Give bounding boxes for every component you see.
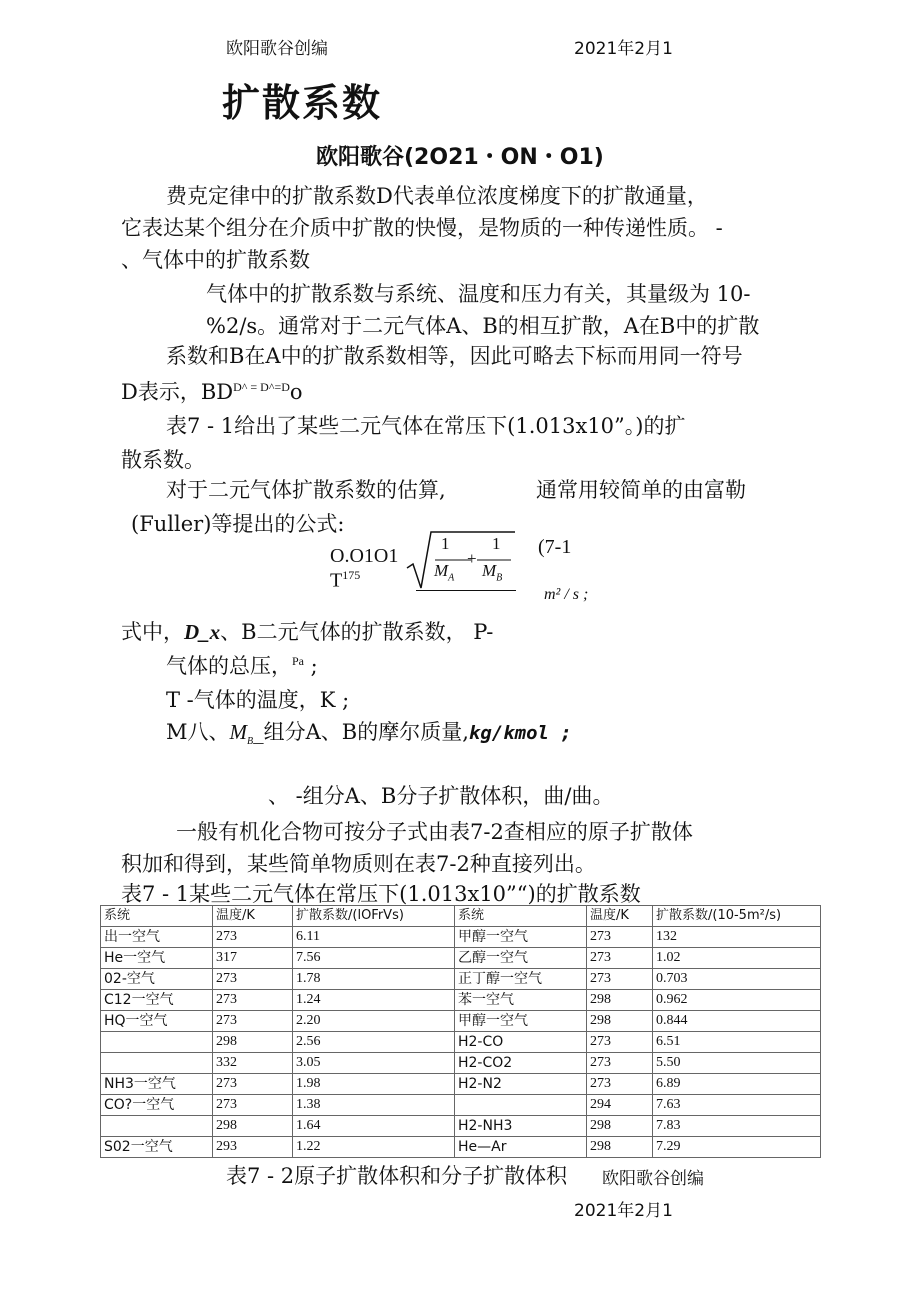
column-header: 温度/K xyxy=(213,906,293,927)
page-title: 扩散系数 xyxy=(222,81,383,125)
table-cell: 2.20 xyxy=(293,1011,455,1032)
table-cell xyxy=(101,1116,213,1137)
table-cell: 出一空气 xyxy=(101,927,213,948)
definition-line: 、 -组分A、B分子扩散体积，曲/曲。 xyxy=(268,784,614,808)
column-header: 系统 xyxy=(455,906,587,927)
table-cell: 1.78 xyxy=(293,969,455,990)
paragraph-line xyxy=(121,376,303,406)
text-run: 气体的总压， xyxy=(166,654,292,678)
table-row xyxy=(101,990,821,1011)
table-caption: 表7 - 1某些二元气体在常压下(1.013x10”“)的扩散系数 xyxy=(121,882,641,906)
table-cell: 132 xyxy=(653,927,821,948)
text-run: 式中， xyxy=(121,620,184,644)
table-cell: 2.56 xyxy=(293,1032,455,1053)
table-cell: 332 xyxy=(213,1053,293,1074)
table-row xyxy=(101,1074,821,1095)
table-cell: S02一空气 xyxy=(101,1137,213,1158)
table-cell: 298 xyxy=(587,990,653,1011)
formula-unit: m² / s ; xyxy=(544,586,589,603)
section-heading: 、气体中的扩散系数 xyxy=(121,248,310,272)
paragraph-line: 通常用较简单的由富勒 xyxy=(536,478,746,502)
table-header-row xyxy=(101,906,821,927)
paragraph-line: 气体中的扩散系数与系统、温度和压力有关，其量级为 10- xyxy=(206,282,751,306)
paragraph-line: (Fuller)等提出的公式: xyxy=(131,512,345,536)
table-cell xyxy=(101,1053,213,1074)
table-cell: 苯一空气 xyxy=(455,990,587,1011)
table-row xyxy=(101,1011,821,1032)
table-row xyxy=(101,1032,821,1053)
paragraph-line: 对于二元气体扩散系数的估算, xyxy=(166,478,446,502)
header-date: 2021年2月1 xyxy=(574,39,673,59)
symbol: M xyxy=(229,720,248,744)
table-cell: 甲醇一空气 xyxy=(455,1011,587,1032)
table-cell: 7.56 xyxy=(293,948,455,969)
table-row xyxy=(101,1137,821,1158)
table-cell: 273 xyxy=(587,1053,653,1074)
paragraph-line: %2/s。通常对于二元气体A、B的相互扩散，A在B中的扩散 xyxy=(206,314,760,338)
table-cell: He—Ar xyxy=(455,1137,587,1158)
table-row xyxy=(101,948,821,969)
column-header: 系统 xyxy=(101,906,213,927)
table-cell: 1.98 xyxy=(293,1074,455,1095)
formula-denominator-1 xyxy=(434,561,454,583)
table-cell: C12一空气 xyxy=(101,990,213,1011)
text-run: 、B二元气体的扩散系数， P- xyxy=(220,620,494,644)
table-cell: 273 xyxy=(213,1074,293,1095)
formula-fraction-bar xyxy=(416,590,516,591)
paragraph-line: 散系数。 xyxy=(121,448,205,472)
table-cell: 乙醇一空气 xyxy=(455,948,587,969)
formula-numerator-1: 1 xyxy=(441,534,450,553)
definition-line: T -气体的温度，K ; xyxy=(166,688,350,712)
table-cell: He一空气 xyxy=(101,948,213,969)
table-cell: 273 xyxy=(587,948,653,969)
text-run: M xyxy=(482,561,497,580)
definition-line xyxy=(166,650,318,680)
table-cell: 正丁醇一空气 xyxy=(455,969,587,990)
header-author: 欧阳歌谷创编 xyxy=(226,39,328,59)
definition-line xyxy=(166,716,572,747)
column-header: 扩散系数/(10-5m²/s) xyxy=(653,906,821,927)
table-cell: H2-CO xyxy=(455,1032,587,1053)
footer-caption: 表7 - 2原子扩散体积和分子扩散体积 xyxy=(226,1164,568,1188)
table-cell: 273 xyxy=(213,1011,293,1032)
table-cell: 3.05 xyxy=(293,1053,455,1074)
text-run: _组分A、B的摩尔质量, xyxy=(253,720,469,744)
footer-date: 2021年2月1 xyxy=(574,1201,673,1221)
paragraph-line: 积加和得到，某些简单物质则在表7-2种直接列出。 xyxy=(121,852,596,876)
table-cell: 293 xyxy=(213,1137,293,1158)
table-cell: H2-NH3 xyxy=(455,1116,587,1137)
table-cell xyxy=(455,1095,587,1116)
table-row xyxy=(101,1116,821,1137)
table-cell: NH3一空气 xyxy=(101,1074,213,1095)
table-cell: H2-N2 xyxy=(455,1074,587,1095)
subscript: B xyxy=(247,736,254,748)
text-run: T xyxy=(330,569,343,592)
formula-numerator-2: 1 xyxy=(492,534,501,553)
formula-denominator-2 xyxy=(482,561,502,583)
table-row xyxy=(101,1053,821,1074)
table-cell: 6.89 xyxy=(653,1074,821,1095)
paragraph-line: 系数和B在A中的扩散系数相等，因此可略去下标而用同一符号 xyxy=(166,344,743,368)
paragraph-line: 一般有机化合物可按分子式由表7-2查相应的原子扩散体 xyxy=(176,820,693,844)
formula-temperature xyxy=(330,568,360,593)
table-cell: CO?一空气 xyxy=(101,1095,213,1116)
text-run: D表示，BD xyxy=(121,380,234,404)
table-cell: 273 xyxy=(213,969,293,990)
paragraph-line: 表7 - 1给出了某些二元气体在常压下(1.013x10”。)的扩 xyxy=(166,414,686,438)
table-cell: 7.83 xyxy=(653,1116,821,1137)
table-row xyxy=(101,969,821,990)
table-cell: 273 xyxy=(213,990,293,1011)
footer-author: 欧阳歌谷创编 xyxy=(602,1169,704,1189)
definition-line xyxy=(121,616,493,646)
formula-coefficient: O.O1O1 xyxy=(330,545,399,567)
table-cell: 1.38 xyxy=(293,1095,455,1116)
table-cell: 273 xyxy=(587,969,653,990)
table-cell: H2-CO2 xyxy=(455,1053,587,1074)
diffusion-table xyxy=(100,905,821,1158)
subscript: A xyxy=(448,572,455,584)
table-cell: 298 xyxy=(587,1011,653,1032)
table-cell: 273 xyxy=(587,927,653,948)
table-cell: 1.22 xyxy=(293,1137,455,1158)
table-cell: 7.29 xyxy=(653,1137,821,1158)
table-cell: 7.63 xyxy=(653,1095,821,1116)
table-cell: 298 xyxy=(213,1116,293,1137)
text-run: ; xyxy=(304,654,318,678)
formula-plus: + xyxy=(467,549,477,568)
table-cell: 273 xyxy=(587,1074,653,1095)
superscript: D^ = D^=D xyxy=(233,380,290,394)
paragraph-line: 费克定律中的扩散系数D代表单位浓度梯度下的扩散通量， xyxy=(166,184,708,208)
column-header: 扩散系数/(lOFrVs) xyxy=(293,906,455,927)
table-cell: 甲醇一空气 xyxy=(455,927,587,948)
superscript: 175 xyxy=(342,568,361,582)
subscript: B xyxy=(496,572,503,584)
table-cell: 0.844 xyxy=(653,1011,821,1032)
table-cell: 0.703 xyxy=(653,969,821,990)
table-cell: 6.11 xyxy=(293,927,455,948)
table-cell: 1.64 xyxy=(293,1116,455,1137)
table-cell: 317 xyxy=(213,948,293,969)
table-cell: 273 xyxy=(213,927,293,948)
table-cell: 6.51 xyxy=(653,1032,821,1053)
table-cell: 294 xyxy=(587,1095,653,1116)
symbol: kg/kmol ; xyxy=(468,722,572,744)
table-cell: 0.962 xyxy=(653,990,821,1011)
table-row xyxy=(101,927,821,948)
symbol: D_x xyxy=(184,620,221,644)
superscript: Pa xyxy=(292,654,304,668)
table-cell: 298 xyxy=(587,1116,653,1137)
table-cell: 02-空气 xyxy=(101,969,213,990)
column-header: 温度/K xyxy=(587,906,653,927)
paragraph-line: 它表达某个组分在介质中扩散的快慢，是物质的一种传递性质。 - xyxy=(121,216,723,240)
table-cell: 298 xyxy=(587,1137,653,1158)
table-cell xyxy=(101,1032,213,1053)
table-cell: 5.50 xyxy=(653,1053,821,1074)
table-cell: 273 xyxy=(213,1095,293,1116)
table-cell: 1.02 xyxy=(653,948,821,969)
table-cell: 1.24 xyxy=(293,990,455,1011)
table-cell: 298 xyxy=(213,1032,293,1053)
text-run: M八、 xyxy=(166,720,230,744)
text-run: o xyxy=(289,380,303,404)
table-row xyxy=(101,1095,821,1116)
table-cell: 273 xyxy=(587,1032,653,1053)
author-line: 欧阳歌谷(2O21・ON・O1) xyxy=(316,145,604,170)
table-cell: HQ一空气 xyxy=(101,1011,213,1032)
text-run: M xyxy=(434,561,449,580)
equation-number: (7-1 xyxy=(538,536,572,558)
